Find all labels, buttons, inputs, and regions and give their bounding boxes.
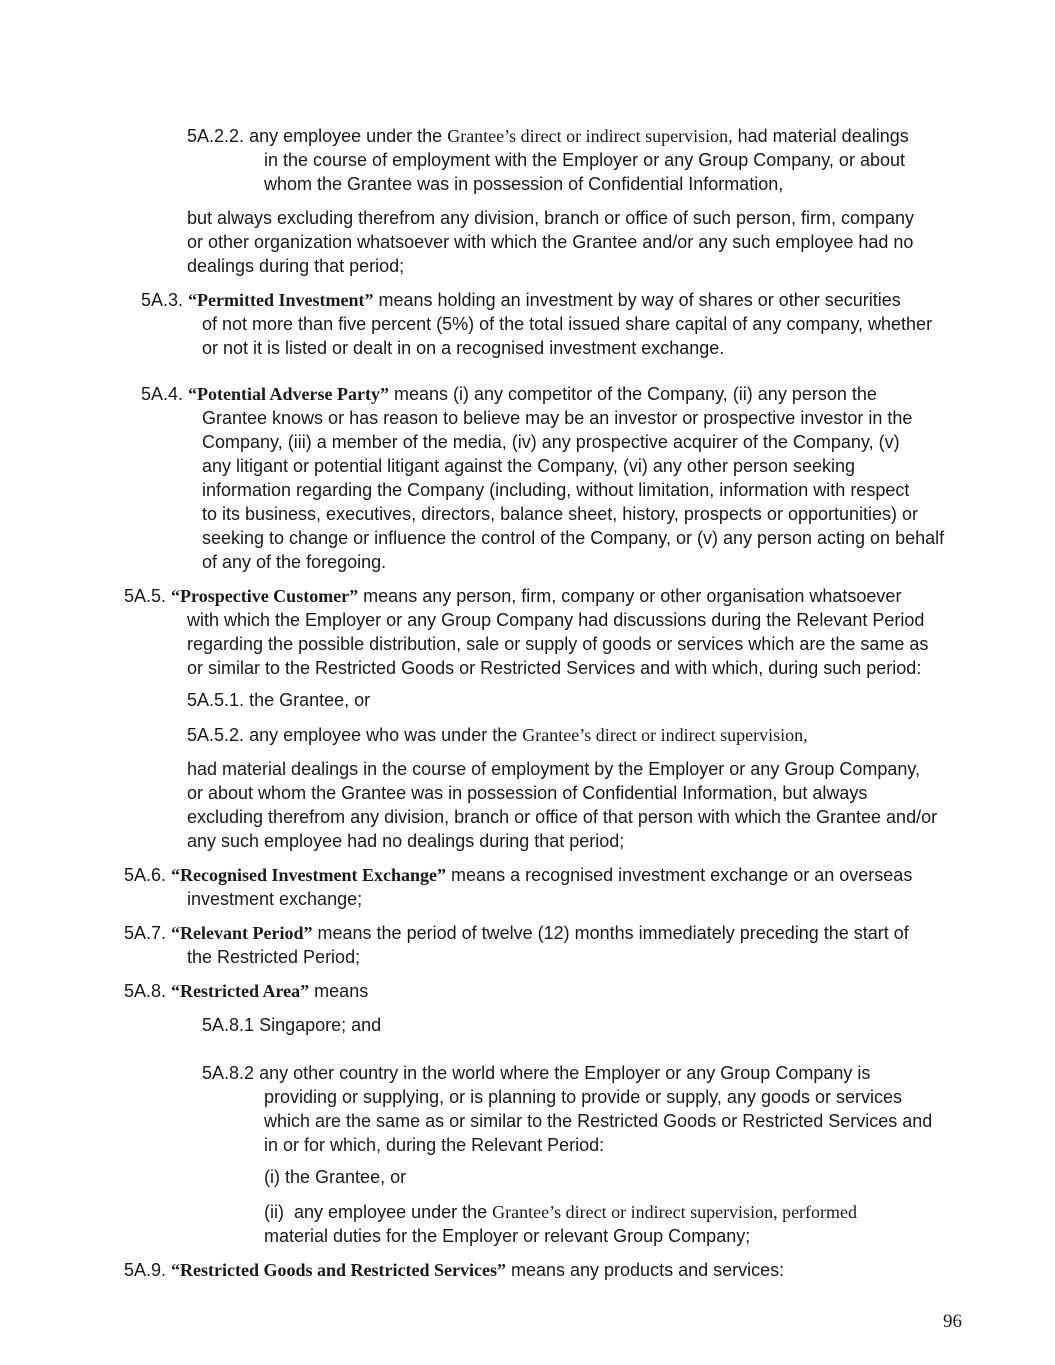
paragraph-line: but always excluding therefrom any division, branch or office of such person, firm, company (187, 208, 915, 228)
item-number: (i) (264, 1167, 280, 1187)
clause-text-serif: Grantee’s direct or indirect supervision, (447, 126, 733, 146)
clause-text: Singapore; and (259, 1015, 382, 1035)
paragraph-line: any such employee had no dealings during that period; (187, 831, 625, 851)
clause-line: whom the Grantee was in possession of Confidential Information, (264, 174, 784, 194)
clause-5a-9 (124, 1258, 962, 1282)
defined-term: “Prospective Customer” (171, 586, 359, 606)
clause-number: 5A.7. (124, 923, 167, 943)
clause-number: 5A.4. (141, 384, 184, 404)
clause-5a-8-2 (202, 1061, 962, 1157)
clause-line: regarding the possible distribution, sale or supply of goods or services which are the same as (187, 634, 929, 654)
defined-term: “Potential Adverse Party” (188, 384, 389, 404)
clause-text: means a recognised investment exchange or an overseas (446, 865, 913, 885)
clause-line: information regarding the Company (including, without limitation, information with respect (202, 480, 910, 500)
clause-text: means (309, 981, 369, 1001)
clause-line: the Restricted Period; (187, 947, 361, 967)
clause-line: or not it is listed or dealt in on a recognised investment exchange. (202, 338, 725, 358)
item-number: (ii) (264, 1202, 284, 1222)
clause-number: 5A.9. (124, 1260, 167, 1280)
clause-text: means holding an investment by way of shares or other securities (373, 290, 901, 310)
clause-5a-5-2 (187, 723, 962, 747)
paragraph-line: or about whom the Grantee was in possession of Confidential Information, but always (187, 783, 868, 803)
defined-term: “Restricted Area” (171, 981, 310, 1001)
defined-term: “Restricted Goods and Restricted Services” (171, 1260, 506, 1280)
clause-number: 5A.8. (124, 981, 167, 1001)
clause-5a-8-1 (202, 1013, 962, 1037)
clause-line: providing or supplying, or is planning to provide or supply, any goods or services (264, 1087, 903, 1107)
clause-5a-8 (124, 979, 962, 1003)
clause-5a-5 (124, 584, 962, 680)
clause-line: any litigant or potential litigant against the Company, (vi) any other person seeking (202, 456, 856, 476)
clause-number: 5A.3. (141, 290, 184, 310)
clause-5a-5-1 (187, 688, 962, 712)
defined-term: “Recognised Investment Exchange” (171, 865, 447, 885)
clause-text: any employee who was under the (249, 725, 523, 745)
clause-5a-4 (141, 382, 962, 574)
page-number: 96 (943, 1311, 962, 1332)
clause-text: means any products and services: (505, 1260, 785, 1280)
item-text: the Grantee, or (285, 1167, 407, 1187)
exclusion-paragraph (187, 757, 962, 853)
clause-line: in or for which, during the Relevant Period: (264, 1135, 605, 1155)
exclusion-paragraph (187, 206, 962, 278)
clause-text: any employee under the (249, 126, 448, 146)
item-text: any employee under the (294, 1202, 493, 1222)
clause-text: means (i) any competitor of the Company, (ii) any person the (389, 384, 877, 404)
clause-text: had material dealings (732, 126, 909, 146)
clause-5a-7 (124, 921, 962, 969)
clause-line: with which the Employer or any Group Company had discussions during the Relevant Period (187, 610, 925, 630)
clause-text: the Grantee, or (249, 690, 371, 710)
item-line: material duties for the Employer or relevant Group Company; (264, 1226, 751, 1246)
sub-item-ii (264, 1200, 962, 1248)
defined-term: “Relevant Period” (171, 923, 313, 943)
paragraph-line: dealings during that period; (187, 256, 405, 276)
clause-line: seeking to change or influence the control of the Company, or (v) any person acting on behalf (202, 528, 945, 548)
clause-text: any other country in the world where the Employer or any Group Company is (259, 1063, 871, 1083)
clause-number: 5A.6. (124, 865, 167, 885)
clause-line: of not more than five percent (5%) of the total issued share capital of any company, whether (202, 314, 933, 334)
clause-number: 5A.5.1. (187, 690, 245, 710)
defined-term: “Permitted Investment” (188, 290, 374, 310)
paragraph-line: excluding therefrom any division, branch or office of that person with which the Grantee and/or (187, 807, 938, 827)
sub-item-i (264, 1165, 962, 1189)
clause-5a-2-2 (187, 124, 962, 196)
clause-number: 5A.8.1 (202, 1015, 255, 1035)
clause-text: means the period of twelve (12) months immediately preceding the start of (312, 923, 909, 943)
paragraph-line: or other organization whatsoever with which the Grantee and/or any such employee had no (187, 232, 914, 252)
clause-line: investment exchange; (187, 889, 363, 909)
clause-line: of any of the foregoing. (202, 552, 387, 572)
clause-line: in the course of employment with the Employer or any Group Company, or about (264, 150, 905, 170)
item-text-serif: Grantee’s direct or indirect supervision, performed (492, 1202, 858, 1222)
clause-line: or similar to the Restricted Goods or Restricted Services and with which, during such period: (187, 658, 922, 678)
clause-text-serif: Grantee’s direct or indirect supervision, (522, 725, 808, 745)
clause-line: which are the same as or similar to the Restricted Goods or Restricted Services and (264, 1111, 933, 1131)
clause-line: Company, (iii) a member of the media, (iv) any prospective acquirer of the Company, (v) (202, 432, 900, 452)
clause-line: to its business, executives, directors, balance sheet, history, prospects or opportunities) or (202, 504, 919, 524)
clause-number: 5A.5.2. (187, 725, 245, 745)
clause-5a-6 (124, 863, 962, 911)
clause-5a-3 (141, 288, 962, 360)
clause-line: Grantee knows or has reason to believe may be an investor or prospective investor in the (202, 408, 913, 428)
paragraph-line: had material dealings in the course of employment by the Employer or any Group Company, (187, 759, 921, 779)
clause-number: 5A.8.2 (202, 1063, 255, 1083)
clause-number: 5A.5. (124, 586, 167, 606)
clause-number: 5A.2.2. (187, 126, 245, 146)
clause-text: means any person, firm, company or other organisation whatsoever (358, 586, 902, 606)
